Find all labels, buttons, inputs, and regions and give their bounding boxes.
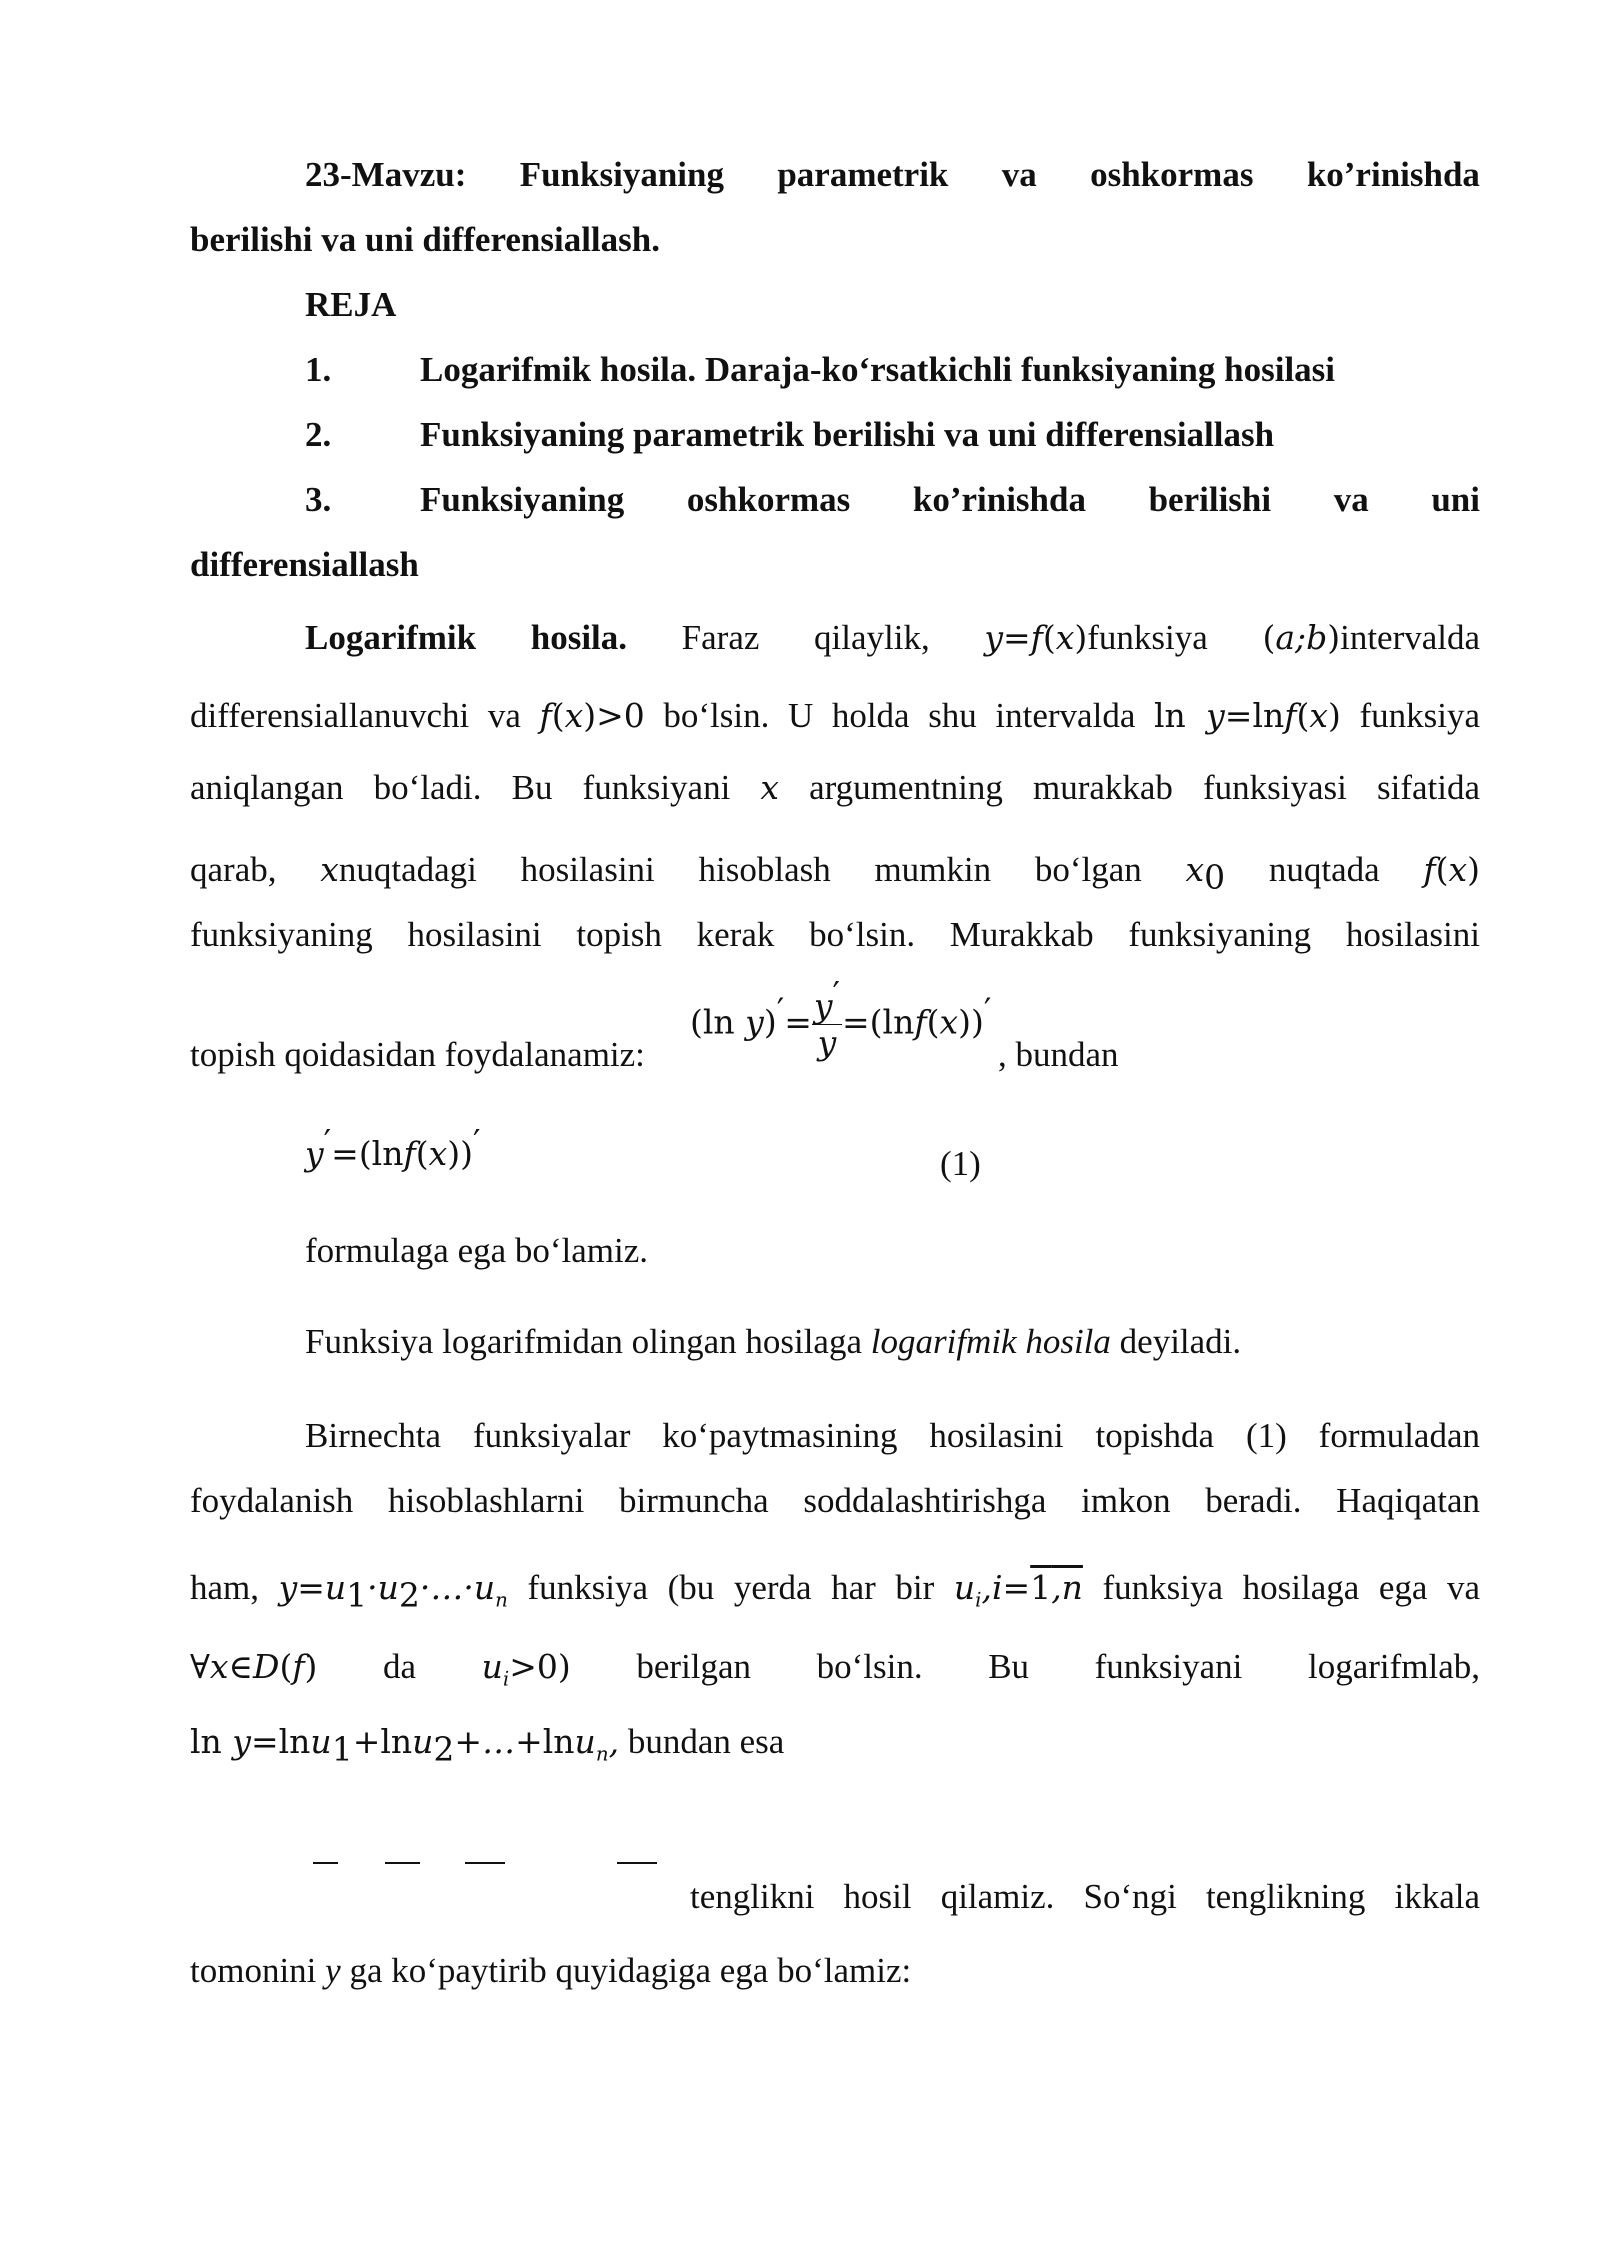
text: intervalda — [1340, 618, 1481, 657]
text: deyiladi. — [1119, 1322, 1242, 1361]
title-line-2: berilishi va uni differensiallash. — [190, 220, 660, 259]
plan-item-number: 2. — [305, 415, 332, 454]
term-italic: logarifmik hosila — [870, 1322, 1111, 1361]
document-page — [190, 0, 1480, 2262]
formula-inline: ln y=lnu$_1$+lnu$_2$+…+lnu$_n$, — [190, 1722, 620, 1769]
plan-item-number: 1. — [305, 350, 332, 389]
paragraph-line — [190, 1718, 1480, 1769]
text: tomonini — [190, 1951, 317, 1990]
text: da — [383, 1647, 417, 1686]
title-word: oshkormas — [1090, 155, 1254, 194]
text: , bundan — [998, 1035, 1119, 1074]
text: Funksiya logarifmidan olingan hosilaga — [305, 1322, 862, 1361]
text: differensiallanuvchi va — [190, 696, 521, 735]
text: argumentning murakkab funksiyasi sifatida — [809, 768, 1480, 807]
plan-heading: REJA — [305, 285, 397, 324]
formula-inline: $u_i,i=1,n$ — [953, 1568, 1083, 1612]
text: funksiya — [1359, 696, 1480, 735]
paragraph-line — [190, 1564, 1481, 1615]
formula-inline: $x_0$ — [1185, 850, 1226, 897]
title-word: va — [1001, 155, 1037, 194]
text: berilgan bo‘lsin. Bu funksiyani logarifmlab, — [636, 1647, 1481, 1686]
formula-number: (1) — [940, 1144, 981, 1183]
title-word: parametrik — [777, 155, 949, 194]
formula-1: y′=(lnf(x))′ — [305, 1122, 481, 1173]
paragraph-line — [305, 1318, 1241, 1366]
formula-inline: ln y=lnf(x) — [1153, 696, 1341, 735]
paragraph-line — [190, 1412, 1480, 1460]
paragraph-line — [190, 692, 1480, 740]
paragraph-line — [190, 764, 1480, 812]
text: nuqtada — [1268, 850, 1380, 889]
plan-item-3-text: Funksiyaning oshkormas ko’rinishda berilishi va uni — [420, 480, 1480, 519]
formula-inline: x — [760, 768, 780, 807]
plan-item-text — [420, 476, 1480, 524]
paragraph-line — [690, 1873, 1480, 1921]
text: ham, — [190, 1568, 260, 1607]
text: funksiya hosilaga ega va — [1102, 1568, 1481, 1607]
plan-item-text: Logarifmik hosila. Daraja-ko‘rsatkichli funksiyaning hosilasi — [420, 350, 1336, 389]
formula-inline: $y=u_1\cdot u_2\cdot\dots\cdot u_n$ — [278, 1568, 508, 1615]
fraction: $\frac{y'}{y}$ — [813, 974, 841, 1062]
paragraph-line: foydalanish hisoblashlarni birmuncha soddalashtirishga imkon beradi. Haqiqatan — [190, 1481, 1480, 1520]
formula-inline: ∀x∈D(f) — [190, 1647, 318, 1686]
fraction-bar — [313, 1862, 338, 1864]
paragraph-line — [190, 1643, 1480, 1691]
fraction-bar — [385, 1862, 420, 1864]
formula-inline: $u_i>0$) — [481, 1647, 571, 1691]
text: Faraz qilaylik, — [681, 618, 930, 657]
text: tenglikni hosil qilamiz. So‘ngi tenglikning ikkala — [690, 1877, 1480, 1916]
formula-inline: f(x)>0 — [539, 696, 645, 735]
variable: y — [325, 1951, 341, 1990]
paragraph-line — [190, 846, 1480, 897]
fraction-bar — [617, 1862, 657, 1864]
title-word: 23-Mavzu: — [305, 155, 467, 194]
formula-inline: f(x) — [1423, 850, 1480, 889]
paragraph-line: funksiyaning hosilasini topish kerak bo‘lsin. Murakkab funksiyaning hosilasini — [190, 915, 1480, 954]
text: topish qoidasidan foydalanamiz: — [190, 1035, 645, 1074]
plan-item-number: 3. — [305, 480, 332, 519]
text: aniqlangan bo‘ladi. Bu funksiyani — [190, 768, 731, 807]
title-line-1 — [190, 151, 1480, 199]
fraction-bar — [465, 1862, 505, 1864]
text: qarab, — [190, 850, 277, 889]
plan-item-text: Funksiyaning parametrik berilishi va uni differensiallash — [420, 415, 1275, 454]
text: funksiya — [1087, 618, 1208, 657]
text: Birnechta funksiyalar ko‘paytmasining hosilasini topishda (1) formuladan — [305, 1416, 1480, 1455]
paragraph-line — [190, 614, 1480, 662]
term-bold: Logarifmik hosila. — [305, 618, 628, 657]
text: bundan esa — [627, 1722, 785, 1761]
formula-inline: x — [320, 850, 339, 889]
formula-inline: y=f(x) — [984, 618, 1088, 657]
paragraph-line — [190, 1947, 1480, 1995]
paragraph-line: formulaga ega bo‘lamiz. — [305, 1231, 649, 1270]
title-word: Funksiyaning — [519, 155, 724, 194]
title-word: ko’rinishda — [1306, 155, 1480, 194]
text: funksiya (bu yerda har bir — [527, 1568, 935, 1607]
plan-item-3-continuation: differensiallash — [190, 545, 419, 584]
text: nuqtadagi hosilasini hisoblash mumkin bo‘lgan — [338, 850, 1142, 889]
formula-inline: (a;b) — [1262, 618, 1341, 657]
text: bo‘lsin. U holda shu intervalda — [663, 696, 1136, 735]
formula-log-derivative: (ln y)′= $\frac{y'}{y}$ =(lnf(x))′ — [690, 974, 992, 1062]
text: ga ko‘paytirib quyidagiga ega bo‘lamiz: — [349, 1951, 912, 1990]
